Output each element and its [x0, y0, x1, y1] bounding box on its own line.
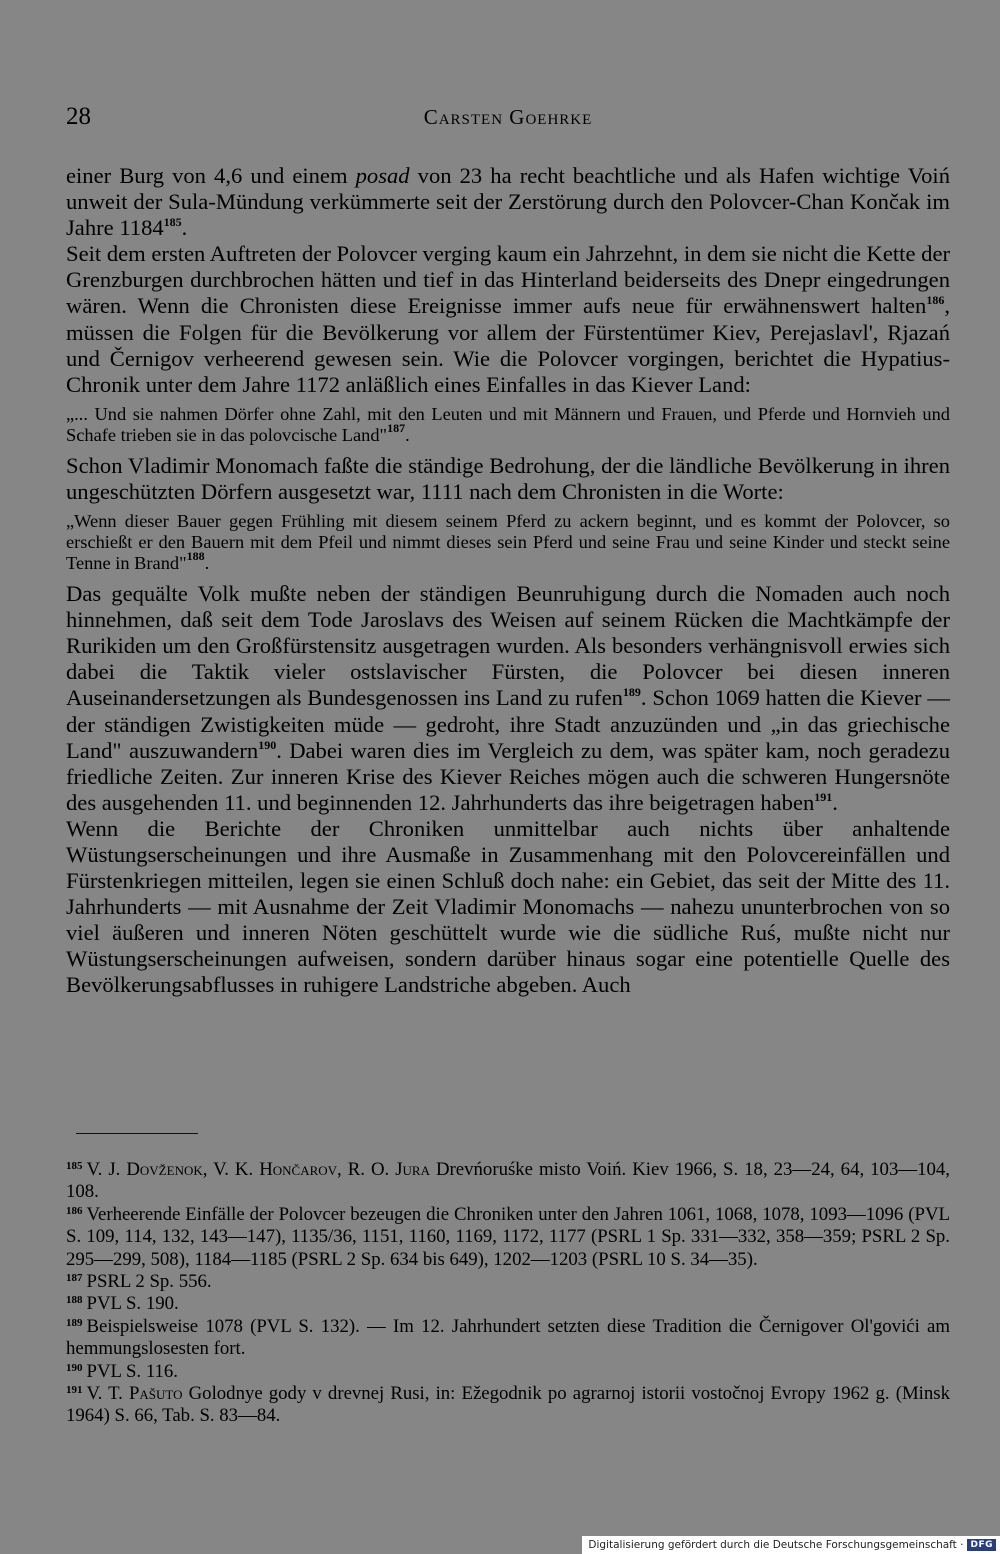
credit-text: Digitalisierung gefördert durch die Deutsche Forschungsgemeinschaft · [588, 1539, 964, 1551]
paragraph [66, 163, 950, 241]
text-run: . [832, 789, 838, 815]
digitization-credit [582, 1536, 1000, 1554]
footnote-ref[interactable]: 188 [186, 549, 205, 564]
footnotes [66, 1159, 950, 1428]
footnote [66, 1383, 950, 1428]
text-run: Seit dem ersten Auftreten der Polovcer verging kaum ein Jahrzehnt, in dem sie nicht die Kette der Grenzburgen durchbrochen hätten und tief in das Hinterland beiderseits des Dnepr eingedrungen wären. Wenn die Chronisten diese Ereignisse immer aufs neue für erwähnenswert halten [66, 241, 950, 319]
paragraph [66, 581, 950, 816]
footnote [66, 1204, 950, 1271]
quote-text: „Wenn dieser Bauer gegen Frühling mit diesem seinem Pferd zu ackern beginnt, und es kommt der Polovcer, so erschießt er den Bauern mit dem Pfeil und nimmt dieses sein Pferd und seine Frau und seine Kinder und steckt seine Tenne in Brand" [66, 511, 950, 574]
footnote-ref[interactable]: 190 [258, 737, 277, 752]
footnote-number: 191 [66, 1384, 83, 1397]
paragraph: Schon Vladimir Monomach faßte die ständige Bedrohung, der die ländliche Bevölkerung in ihren ungeschützten Dörfern ausgesetzt war, 1111 nach dem Chronisten in die Worte: [66, 452, 950, 504]
footnote-text: PSRL 2 Sp. 556. [86, 1271, 212, 1293]
text-run: von 23 ha recht beachtliche und als Hafen wichtige Voiń unweit der Sula-Mündung verkümmerte seit der Zerstörung durch den Polovcer-Chan Končak im Jahre 1184 [66, 163, 950, 241]
block-quote [66, 404, 950, 446]
dfg-logo: DFG [967, 1539, 996, 1551]
running-head: Carsten Goehrke [423, 105, 593, 129]
footnote [66, 1159, 950, 1204]
text-run: , müssen die Folgen für die Bevölkerung vor allem der Fürstentümer Kiev, Perejaslavl', Rjazań und Černigov verheerend gewesen sein. Wie die Polovcer vorgingen, berichtet die Hypatius-Chronik unter dem Jahre 1172 anläßlich eines Einfalles in das Kiever Land: [66, 293, 950, 397]
block-quote [66, 511, 950, 574]
footnote-number: 189 [66, 1316, 83, 1329]
footnote-ref[interactable]: 189 [622, 685, 641, 700]
text-run: . Schon 1069 hatten die Kiever — der ständigen Zwistigkeiten müde — gedroht, ihre Stadt anzuzünden und „in das griechische Land" auszuwandern [66, 685, 950, 763]
footnote-ref[interactable]: 191 [814, 789, 833, 804]
paragraph [66, 241, 950, 398]
footnote-text: Golodnye gody v drevnej Rusi, in: Ežegodnik po agrarnoj istorii vostočnoj Evropy 1962 g. (Minsk 1964) S. 66, Tab. S. 83—84. [66, 1383, 950, 1427]
page-header [66, 103, 950, 139]
footnote-text: PVL S. 190. [86, 1293, 179, 1315]
footnote-text: PVL S. 116. [86, 1360, 178, 1382]
footnote-ref[interactable]: 185 [163, 215, 182, 230]
paragraph: Wenn die Berichte der Chroniken unmittelbar auch nichts über anhaltende Wüstungserscheinungen und ihre Ausmaße in Zusammenhang mit den Polovcereinfällen und Fürstenkriegen mitteilen, legen sie einen Schluß doch nahe: ein Gebiet, das seit der Mitte des 11. Jahrhunderts — mit Ausnahme der Zeit Vladimir Monomachs — nahezu ununterbrochen von so viel äußeren und inneren Nöten geschüttelt wurde wie die südliche Ruś, mußte nicht nur Wüstungserscheinungen aufweisen, sondern darüber hinaus sogar eine potentielle Quelle des Bevölkerungsabflusses in ruhigere Landstriche abgeben. Auch [66, 815, 950, 998]
text-run: . [405, 424, 410, 445]
text-run: . Dabei waren dies im Vergleich zu dem, was später kam, noch geradezu friedliche Zeiten. Zur inneren Krise des Kiever Reiches mögen auch die schweren Hungersnöte des ausgehenden 11. und beginnenden 12. Jahrhunderts das ihre beigetragen haben [66, 737, 950, 815]
footnote-separator [76, 1133, 198, 1134]
footnote [66, 1361, 950, 1383]
quote-text: „... Und sie nahmen Dörfer ohne Zahl, mit den Leuten und mit Männern und Frauen, und Pferde und Hornvieh und Schafe trieben sie in das polovcische Land" [66, 403, 950, 445]
footnote-ref[interactable]: 187 [387, 420, 406, 435]
footnote-number: 186 [66, 1204, 83, 1217]
footnote [66, 1316, 950, 1361]
footnote-number: 190 [66, 1361, 83, 1374]
italic-term: posad [355, 163, 410, 188]
text-run: Das gequälte Volk mußte neben der ständigen Beunruhigung durch die Nomaden auch noch hinnehmen, daß seit dem Tode Jaroslavs des Weisen auf seinem Rücken die Machtkämpfe der Rurikiden um den Großfürstensitz ausgetragen wurden. Als besonders verhängnisvoll erwies sich dabei die Taktik vieler ostslavischer Fürsten, die Polovcer bei diesen inneren Auseinandersetzungen als Bundesgenossen ins Land zu rufen [66, 581, 950, 711]
footnote-ref[interactable]: 186 [926, 293, 945, 308]
footnote-text: Drevńoruśke misto Voiń. Kiev 1966, S. 18, 23—24, 64, 103—104, 108. [66, 1159, 950, 1203]
text-run: einer Burg von 4,6 und einem [66, 163, 356, 188]
footnote-authors: V. J. Dovženok, V. K. Hončarov, R. O. Jura [86, 1159, 430, 1180]
text-run: . [181, 215, 188, 241]
footnote-number: 187 [66, 1272, 83, 1285]
footnote-authors: V. T. Pašuto [86, 1383, 183, 1405]
footnote-number: 188 [66, 1294, 83, 1307]
footnote-text: Verheerende Einfälle der Polovcer bezeugen die Chroniken unter den Jahren 1061, 1068, 1078, 1093—1096 (PVL S. 109, 114, 132, 143—147), 1135/36, 1151, 1160, 1169, 1172, 1177 (PSRL 1 Sp. 331—332, 358—359; PSRL 2 Sp. 295—299, 508), 1184—1185 (PSRL 2 Sp. 634 bis 649), 1202—1203 (PSRL 10 S. 34—35). [66, 1203, 950, 1270]
footnote-text: Beispielsweise 1078 (PVL S. 132). — Im 12. Jahrhundert setzten diese Tradition die Černigover Ol'govići am hemmungslosesten fort. [66, 1315, 950, 1360]
footnote [66, 1293, 950, 1315]
footnote-number: 185 [66, 1160, 83, 1172]
text-run: . [204, 553, 210, 574]
footnote [66, 1271, 950, 1293]
body-text [66, 163, 950, 999]
page-number: 28 [66, 103, 91, 130]
